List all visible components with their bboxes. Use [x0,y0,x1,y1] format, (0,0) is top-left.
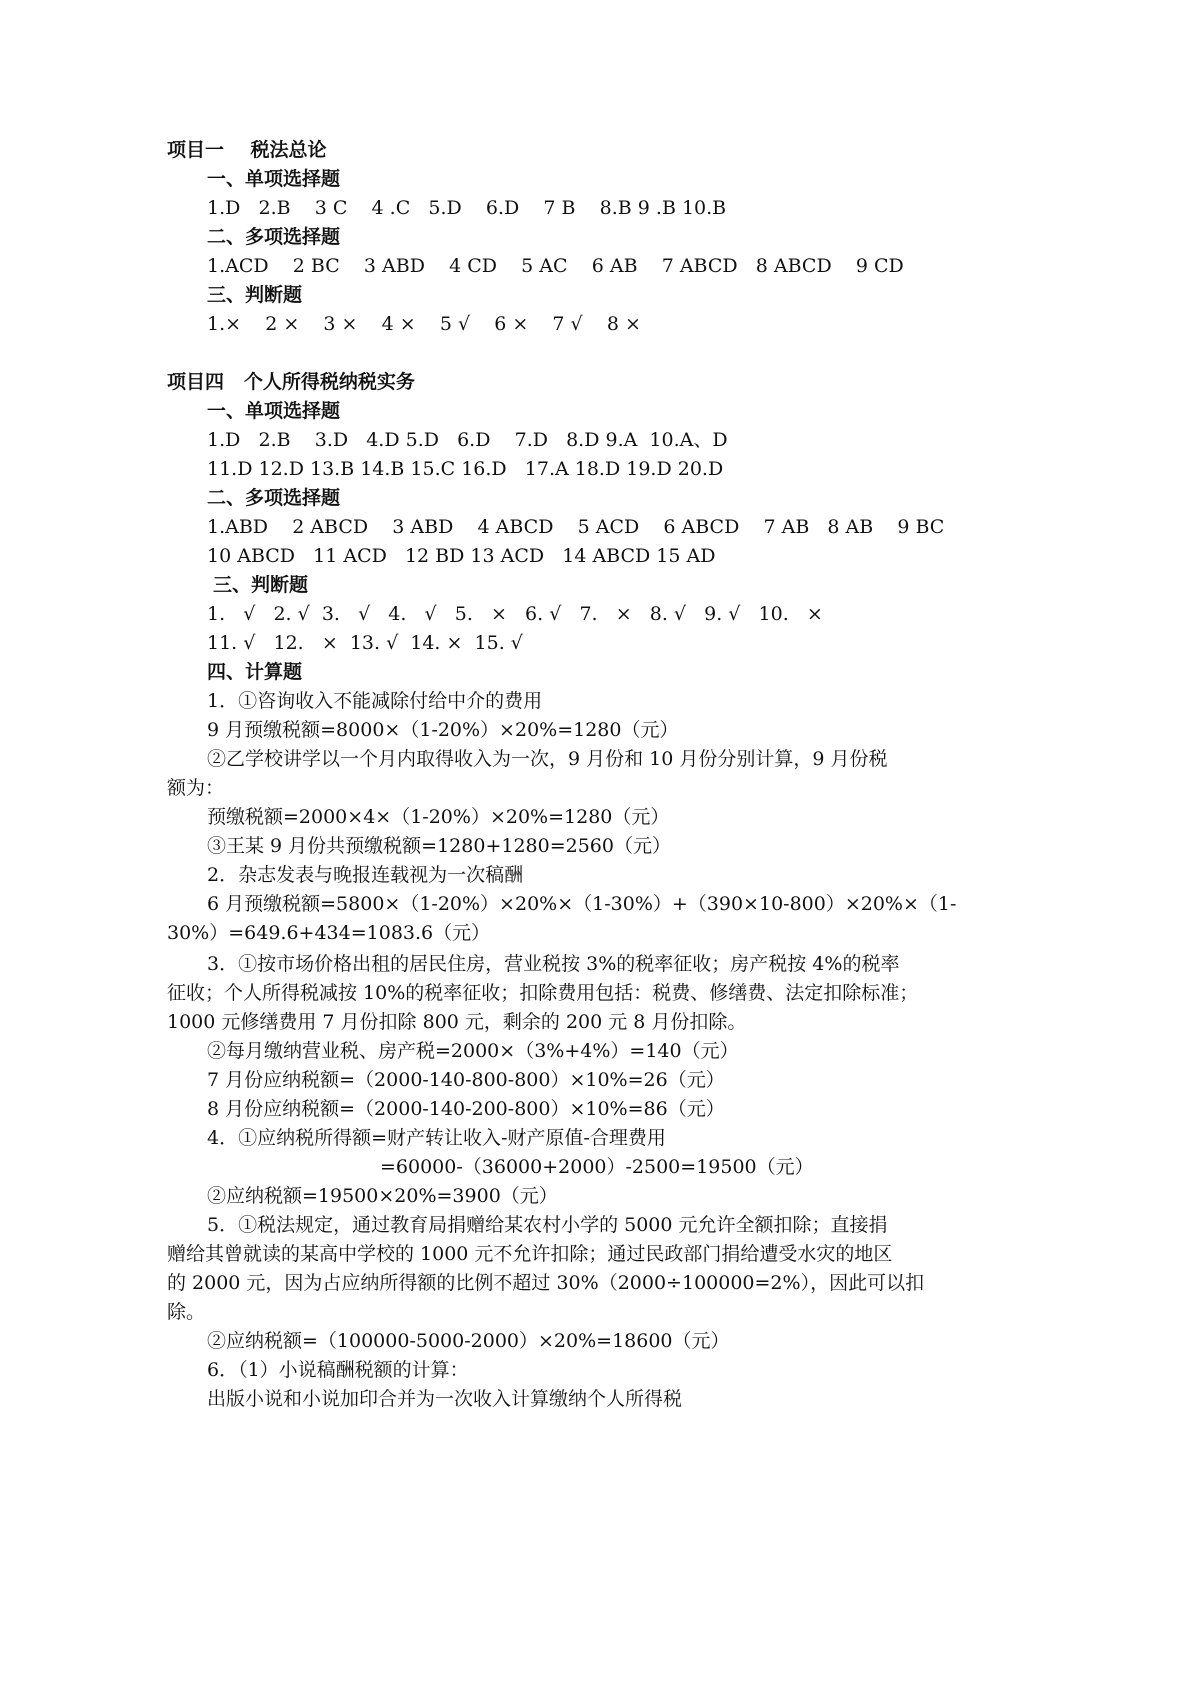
subheading-true-false: 三、判断题 [207,284,303,306]
body-text-line: ②应纳税额=19500×20%=3900（元） [207,1185,558,1207]
body-text-line: 1．①咨询收入不能减除付给中介的费用 [207,690,543,712]
body-text-line: 2．杂志发表与晚报连载视为一次稿酬 [207,864,524,886]
body-text-line: 除。 [167,1301,206,1323]
answers-line: 1. √ 2. √ 3. √ 4. √ 5. × 6. √ 7. × 8. √ 9. √ 10. × [207,603,823,625]
body-text-line: 出版小说和小说加印合并为一次收入计算缴纳个人所得税 [207,1388,683,1410]
body-text-line: 征收；个人所得税减按 10%的税率征收；扣除费用包括：税费、修缮费、法定扣除标准； [167,982,919,1004]
body-text-line: ②每月缴纳营业税、房产税=2000×（3%+4%）=140（元） [207,1040,739,1062]
answers-line: 1.D 2.B 3.D 4.D 5.D 6.D 7.D 8.D 9.A 10.A、D [207,429,728,451]
body-text-line: 额为： [167,777,225,799]
body-text-line: ②乙学校讲学以一个月内取得收入为一次，9 月份和 10 月份分别计算，9 月份税 [207,748,888,770]
body-text-line: 4．①应纳税所得额=财产转让收入-财产原值-合理费用 [207,1127,666,1149]
body-text-line: =60000-（36000+2000）-2500=19500（元） [380,1156,814,1178]
body-text-line: ③王某 9 月份共预缴税额=1280+1280=2560（元） [207,835,671,857]
answers-line: 11. √ 12. × 13. √ 14. × 15. √ [207,632,523,654]
answers-line: 1.ABD 2 ABCD 3 ABD 4 ABCD 5 ACD 6 ABCD 7 AB 8 AB 9 BC [207,516,945,538]
body-text-line: 9 月预缴税额=8000×（1-20%）×20%=1280（元） [207,719,679,741]
subheading-calculation: 四、计算题 [207,661,303,683]
answers-line: 1.D 2.B 3 C 4 .C 5.D 6.D 7 B 8.B 9 .B 10.B [207,197,727,219]
body-text-line: 8 月份应纳税额=（2000-140-200-800）×10%=86（元） [207,1098,725,1120]
body-text-line: 30%）=649.6+434=1083.6（元） [167,922,491,944]
body-text-line: 的 2000 元，因为占应纳所得额的比例不超过 30%（2000÷100000=2%），因此可以扣 [167,1272,925,1294]
subheading-multiple-choice: 二、多项选择题 [207,226,341,248]
body-text-line: 1000 元修缮费用 7 月份扣除 800 元，剩余的 200 元 8 月份扣除。 [167,1011,747,1033]
body-text-line: 预缴税额=2000×4×（1-20%）×20%=1280（元） [207,806,670,828]
answers-line: 1.ACD 2 BC 3 ABD 4 CD 5 AC 6 AB 7 ABCD 8 ABCD 9 CD [207,255,904,277]
body-text-line: 3．①按市场价格出租的居民住房，营业税按 3%的税率征收；房产税按 4%的税率 [207,953,900,975]
subheading-true-false: 三、判断题 [213,574,309,596]
body-text-line: 7 月份应纳税额=（2000-140-800-800）×10%=26（元） [207,1069,725,1091]
answers-line: 1.× 2 × 3 × 4 × 5 √ 6 × 7 √ 8 × [207,313,641,335]
body-text-line: 6．（1）小说稿酬税额的计算： [207,1359,469,1381]
body-text-line: ②应纳税额=（100000-5000-2000）×20%=18600（元） [207,1330,730,1352]
body-text-line: 5．①税法规定，通过教育局捐赠给某农村小学的 5000 元允许全额扣除；直接捐 [207,1214,888,1236]
body-text-line: 6 月预缴税额=5800×（1-20%）×20%×（1-30%）+（390×10-800）×20%×（1- [207,893,957,915]
subheading-single-choice: 一、单项选择题 [207,400,341,422]
answers-line: 10 ABCD 11 ACD 12 BD 13 ACD 14 ABCD 15 AD [207,545,716,567]
subheading-single-choice: 一、单项选择题 [207,168,341,190]
section-heading-1: 项目一 税法总论 [167,139,327,161]
answers-line: 11.D 12.D 13.B 14.B 15.C 16.D 17.A 18.D 19.D 20.D [207,458,724,480]
body-text-line: 赠给其曾就读的某高中学校的 1000 元不允许扣除；通过民政部门捐给遭受水灾的地区 [167,1243,893,1265]
subheading-multiple-choice: 二、多项选择题 [207,487,341,509]
section-heading-4: 项目四 个人所得税纳税实务 [167,371,415,393]
